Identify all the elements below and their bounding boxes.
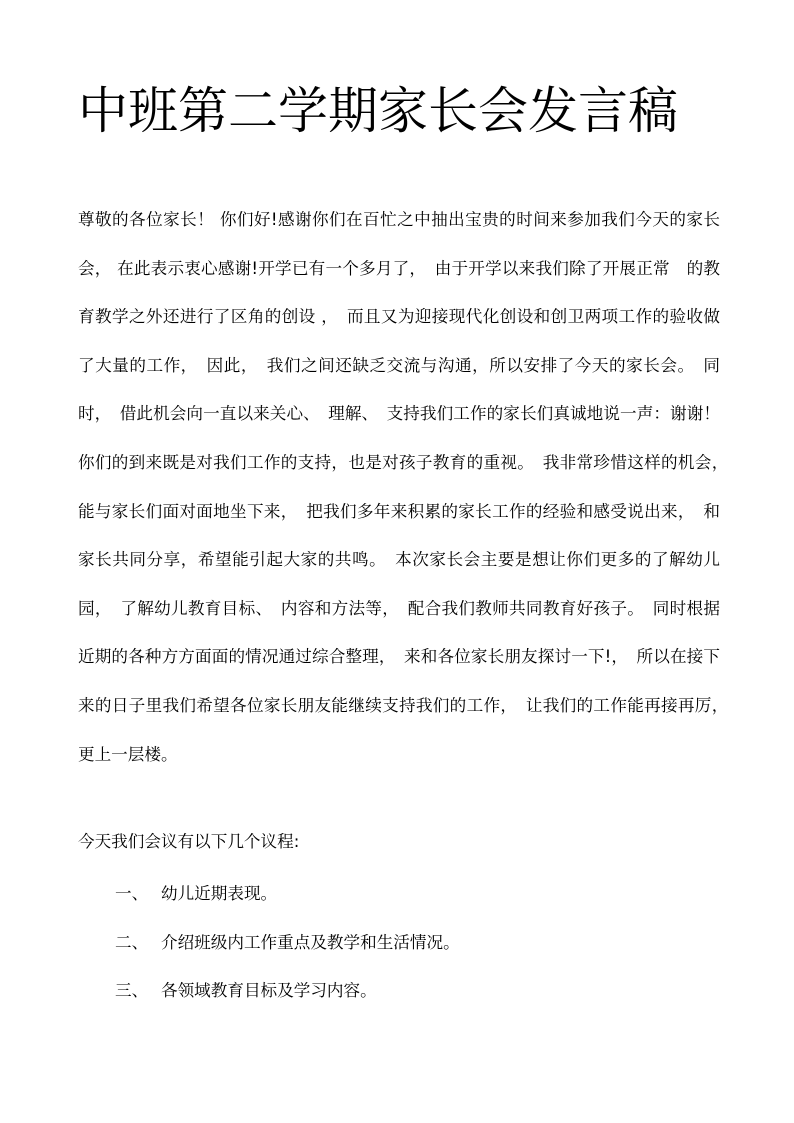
agenda-intro: 今天我们会议有以下几个议程: [78, 832, 300, 851]
agenda-item-number: 二、 [115, 932, 149, 952]
agenda-item [115, 870, 460, 919]
agenda-item-text: 各领域教育目标及学习内容。 [161, 981, 377, 1001]
agenda-item-number: 一、 [115, 884, 149, 903]
agenda-item [115, 967, 460, 1016]
agenda-item-number: 三、 [115, 981, 149, 1001]
agenda-list [115, 870, 460, 1016]
agenda-item [115, 919, 460, 968]
agenda-item-text: 幼儿近期表现。 [161, 884, 278, 903]
body-paragraph: 尊敬的各位家长！ 你们好!感谢你们在百忙之中抽出宝贵的时间来参加我们今天的家长会， 在此表示衷心感谢!开学已有一个多月了， 由于开学以来我们除了开展正常 的教育教学之外还进行了区角的创设 ， 而且又为迎接现代化创设和创卫两项工作的验收做了大量的工作， 因此， 我们之间还缺乏交流与沟通，所以安排了今天的家长会。 同时， 借此机会向一直以来关心、 理解、 支持我们工作的家长们真诚地说一声：谢谢！你们的到来既是对我们工作的支持，也是对孩子教育的重视。 我非常珍惜这样的机会， 能与家长们面对面地坐下来， 把我们多年来积累的家长工作的经验和感受说出来， 和家长共同分享，希望能引起大家的共鸣。 本次家长会主要是想让你们更多的了解幼儿园， 了解幼儿教育目标、 内容和方法等， 配合我们教师共同教育好孩子。 同时根据近期的各种方方面面的情况通过综合整理， 来和各位家长朋友探讨一下!， 所以在接下来的日子里我们希望各位家长朋友能继续支持我们的工作， 让我们的工作能再接再厉， 更上一层楼。 [78, 210, 737, 764]
page-title: 中班第二学期家长会发言稿 [78, 82, 678, 140]
agenda-item-text: 介绍班级内工作重点及教学和生活情况。 [161, 932, 460, 952]
